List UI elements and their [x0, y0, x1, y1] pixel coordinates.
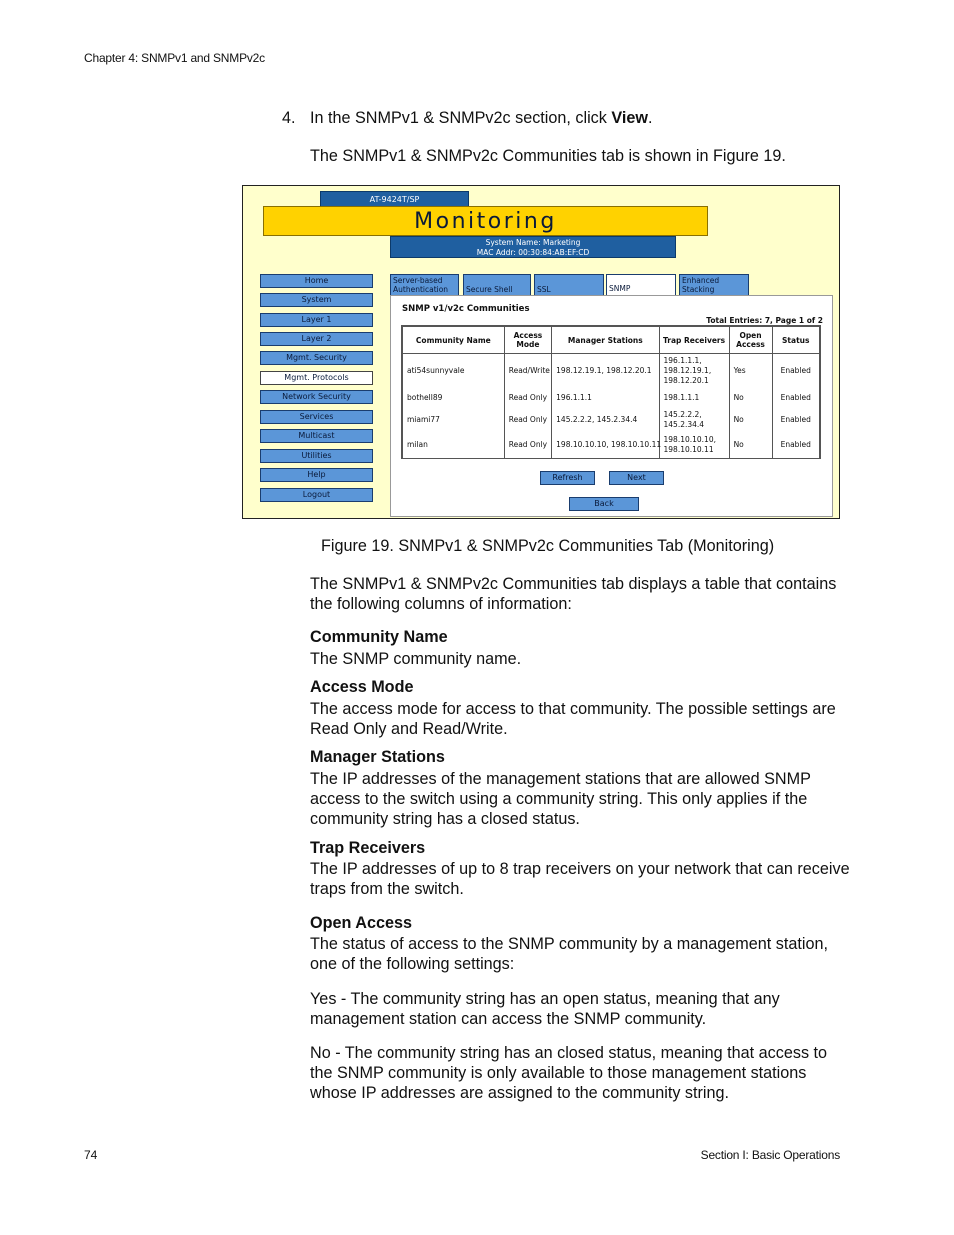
open-access-yes-paragraph: Yes - The community string has an open status, meaning that any management station can access the SNMP community.: [310, 990, 780, 1028]
cell-trap-receivers: [659, 432, 729, 458]
term-open-access: Open Access: [310, 914, 412, 932]
definition-open-access: The status of access to the SNMP community by a management station, one of the following settings:: [310, 935, 828, 973]
term-trap-receivers: Trap Receivers: [310, 839, 426, 857]
step-text-before: In the SNMPv1 & SNMPv2c section, click: [310, 109, 612, 127]
cell-manager-stations: 198.10.10.10, 198.10.10.11: [552, 432, 659, 458]
definition-access-mode: The access mode for access to that community. The possible settings are Read Only and Read/Write.: [310, 700, 836, 738]
tab-label-line1: Enhanced: [682, 276, 720, 285]
nav-system[interactable]: System: [260, 293, 373, 307]
trap-ip: 196.1.1.1,: [663, 355, 702, 365]
cell-community-name: milan: [403, 432, 505, 458]
step-text-after: .: [647, 109, 653, 127]
system-info: [390, 236, 676, 258]
cell-trap-receivers: [659, 408, 729, 432]
trap-ip: 198.10.10.10,: [663, 434, 716, 444]
definition-trap-receivers: The IP addresses of up to 8 trap receivers on your network that can receive traps from the switch.: [310, 860, 850, 898]
cell-status: Enabled: [772, 408, 820, 432]
trap-ip: 145.2.2.2,: [663, 409, 702, 419]
cell-community-name: miami77: [403, 408, 505, 432]
trap-ip: 198.1.1.1: [663, 392, 700, 402]
col-access-mode: Access Mode: [504, 327, 551, 354]
monitoring-banner: [263, 206, 708, 236]
tab-label-line2: Stacking: [682, 285, 715, 294]
cell-trap-receivers: [659, 388, 729, 408]
nav-services[interactable]: Services: [260, 410, 373, 424]
cell-access-mode: Read/Write: [504, 354, 551, 388]
table-header-row: [403, 327, 820, 354]
term-access-mode: Access Mode: [310, 678, 414, 696]
definition-community-name: The SNMP community name.: [310, 650, 522, 668]
term-community-name: Community Name: [310, 628, 448, 646]
cell-manager-stations: 198.12.19.1, 198.12.20.1: [552, 354, 659, 388]
tab-label-line1: Server-based: [393, 276, 443, 285]
next-button[interactable]: Next: [609, 471, 664, 485]
table-row-empty: [403, 458, 820, 459]
step-text: [310, 108, 652, 128]
nav-multicast[interactable]: Multicast: [260, 429, 373, 443]
nav-mgmt-protocols[interactable]: Mgmt. Protocols: [260, 371, 373, 385]
communities-table: [401, 325, 821, 459]
nav-home[interactable]: Home: [260, 274, 373, 288]
open-access-no-paragraph: No - The community string has an closed status, meaning that access to the SNMP community is only available to those management stations whose IP addresses are assigned to the community string.: [310, 1044, 828, 1102]
nav-layer-2[interactable]: Layer 2: [260, 332, 373, 346]
cell-open-access: No: [729, 432, 772, 458]
figure-caption: Figure 19. SNMPv1 & SNMPv2c Communities Tab (Monitoring): [321, 537, 775, 555]
col-status: Status: [772, 327, 820, 354]
col-community-name: Community Name: [403, 327, 505, 354]
tab-label: SSL: [537, 285, 551, 294]
total-entries: Total Entries: 7, Page 1 of 2: [706, 316, 823, 325]
trap-ip: 145.2.34.4: [663, 419, 705, 429]
tab-label: SNMP: [609, 284, 631, 293]
description-paragraph: The SNMPv1 & SNMPv2c Communities tab displays a table that contains the following columns of information:: [310, 575, 837, 613]
panel-title: SNMP v1/v2c Communities: [402, 304, 530, 314]
system-name: System Name: Marketing: [485, 238, 581, 247]
cell-status: Enabled: [772, 388, 820, 408]
trap-ip: 198.10.10.11: [663, 444, 714, 454]
tab-label-line2: Authentication: [393, 285, 449, 294]
snmp-panel: [390, 295, 833, 517]
col-trap-receivers: Trap Receivers: [659, 327, 729, 354]
nav-logout[interactable]: Logout: [260, 488, 373, 502]
definition-manager-stations: The IP addresses of the management stations that are allowed SNMP access to the switch using a community string. This only applies if the community string has a closed status.: [310, 770, 811, 828]
tab-label: Secure Shell: [466, 285, 513, 294]
cell-manager-stations: 145.2.2.2, 145.2.34.4: [552, 408, 659, 432]
refresh-button[interactable]: Refresh: [540, 471, 595, 485]
figure-screenshot: [242, 185, 840, 519]
cell-manager-stations: 196.1.1.1: [552, 388, 659, 408]
table-row[interactable]: [403, 432, 820, 458]
cell-open-access: No: [729, 408, 772, 432]
cell-access-mode: Read Only: [504, 388, 551, 408]
cell-open-access: No: [729, 388, 772, 408]
intro-paragraph: The SNMPv1 & SNMPv2c Communities tab is shown in Figure 19.: [310, 147, 786, 165]
model-label: AT-9424T/SP: [320, 191, 469, 207]
nav-utilities[interactable]: Utilities: [260, 449, 373, 463]
cell-status: Enabled: [772, 432, 820, 458]
tab-ssl[interactable]: [534, 274, 604, 296]
cell-community-name: bothell89: [403, 388, 505, 408]
nav-layer-1[interactable]: Layer 1: [260, 313, 373, 327]
cell-status: Enabled: [772, 354, 820, 388]
cell-access-mode: Read Only: [504, 408, 551, 432]
section-footer: Section I: Basic Operations: [700, 1148, 840, 1162]
cell-access-mode: Read Only: [504, 432, 551, 458]
col-open-access: Open Access: [729, 327, 772, 354]
tab-enhanced-stacking[interactable]: [679, 274, 749, 296]
tab-secure-shell[interactable]: [463, 274, 531, 296]
banner-title: Monitoring: [414, 209, 557, 234]
table-row[interactable]: [403, 408, 820, 432]
cell-trap-receivers: [659, 354, 729, 388]
col-manager-stations: Manager Stations: [552, 327, 659, 354]
nav-network-security[interactable]: Network Security: [260, 390, 373, 404]
page-number: 74: [84, 1148, 98, 1162]
step-number: 4.: [282, 109, 296, 127]
cell-open-access: Yes: [729, 354, 772, 388]
cell-community-name: ati54sunnyvale: [403, 354, 505, 388]
table-row[interactable]: [403, 354, 820, 388]
mac-address: MAC Addr: 00:30:84:AB:EF:CD: [476, 248, 590, 257]
nav-help[interactable]: Help: [260, 468, 373, 482]
trap-ip: 198.12.20.1: [663, 375, 709, 385]
trap-ip: 198.12.19.1,: [663, 365, 712, 375]
tab-server-based-auth[interactable]: [390, 274, 459, 296]
step-text-bold: View: [611, 109, 648, 127]
back-button[interactable]: Back: [569, 497, 639, 511]
nav-mgmt-security[interactable]: Mgmt. Security: [260, 351, 373, 365]
term-manager-stations: Manager Stations: [310, 748, 445, 766]
chapter-header: Chapter 4: SNMPv1 and SNMPv2c: [84, 51, 265, 65]
table-row[interactable]: [403, 388, 820, 408]
